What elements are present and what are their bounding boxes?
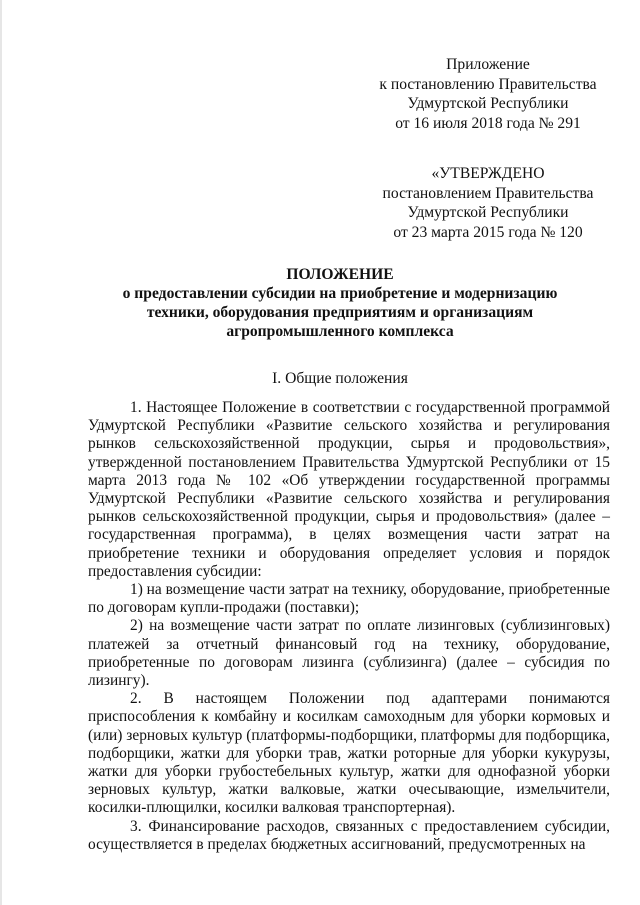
appendix-line-2: к постановлению Правительства xyxy=(379,75,597,93)
approved-line-4: от 23 марта 2015 года № 120 xyxy=(393,223,583,241)
approved-line-3: Удмуртской Республики xyxy=(407,204,569,221)
body-text xyxy=(88,399,610,854)
title-line-4: агропромышленного комплекса xyxy=(226,323,454,340)
paragraph: 3. Финансирование расходов, связанных с предоставлением субсидии, осуществляется в пределах бюджетных ассигнований, предусмотренных на xyxy=(88,817,610,853)
paragraph: 2. В настоящем Положении под адаптерами понимаются приспособления к комбайну и косилкам самоходным для уборки кормовых и (или) зерновых культур (платформы-подборщики, платформы для подборщика, подборщики, жатки для уборки трав, жатки роторные для уборки кукурузы, жатки для уборки грубостебельных культур, жатки для однофазной уборки зерновых культур, жатки валковые, жатки очесывающие, измельчители, косилки-плющилки, косилки валковая транспортерная). xyxy=(88,690,610,817)
title-line-1: ПОЛОЖЕНИЕ xyxy=(286,266,394,283)
section-heading: I. Общие положения xyxy=(272,370,408,387)
title-line-2: о предоставлении субсидии на приобретение и модернизацию xyxy=(122,285,558,302)
appendix-line-1: Приложение xyxy=(446,56,530,73)
paragraph: 1. Настоящее Положение в соответствии с государственной программой Удмуртской Республики «Развитие сельского хозяйства и регулирования рынков сельскохозяйственной продукции, сырья и продовольствия», утвержденной постановлением Правительства Удмуртской Республики от 15 марта 2013 года № 102 «Об утверждении государственной программы Удмуртской Республики «Развитие сельского хозяйства и регулирования рынков сельскохозяйственной продукции, сырья и продовольствия» (далее – государственная программа), в целях возмещения части затрат на приобретение техники и оборудования определяет условия и порядок предоставления субсидии: xyxy=(88,399,610,580)
approved-line-2: постановлением Правительства xyxy=(382,184,594,202)
paragraph: 2) на возмещение части затрат по оплате лизинговых (сублизинговых) платежей за отчетный финансовый год на технику, оборудование, приобретенные по договорам лизинга (сублизинга) (далее – субсидия по лизингу). xyxy=(88,617,610,690)
appendix-line-4: от 16 июля 2018 года № 291 xyxy=(395,114,581,132)
scan-edge xyxy=(0,0,2,905)
appendix-header xyxy=(368,55,608,133)
approved-header xyxy=(368,164,608,242)
approved-line-1: «УТВЕРЖДЕНО xyxy=(431,165,545,182)
document-title xyxy=(60,265,620,341)
appendix-line-3: Удмуртской Республики xyxy=(407,95,569,112)
title-line-3: техники, оборудования предприятиям и организациям xyxy=(146,304,534,321)
paragraph: 1) на возмещение части затрат на технику, оборудование, приобретенные по договорам купли-продажи (поставки); xyxy=(88,581,610,617)
